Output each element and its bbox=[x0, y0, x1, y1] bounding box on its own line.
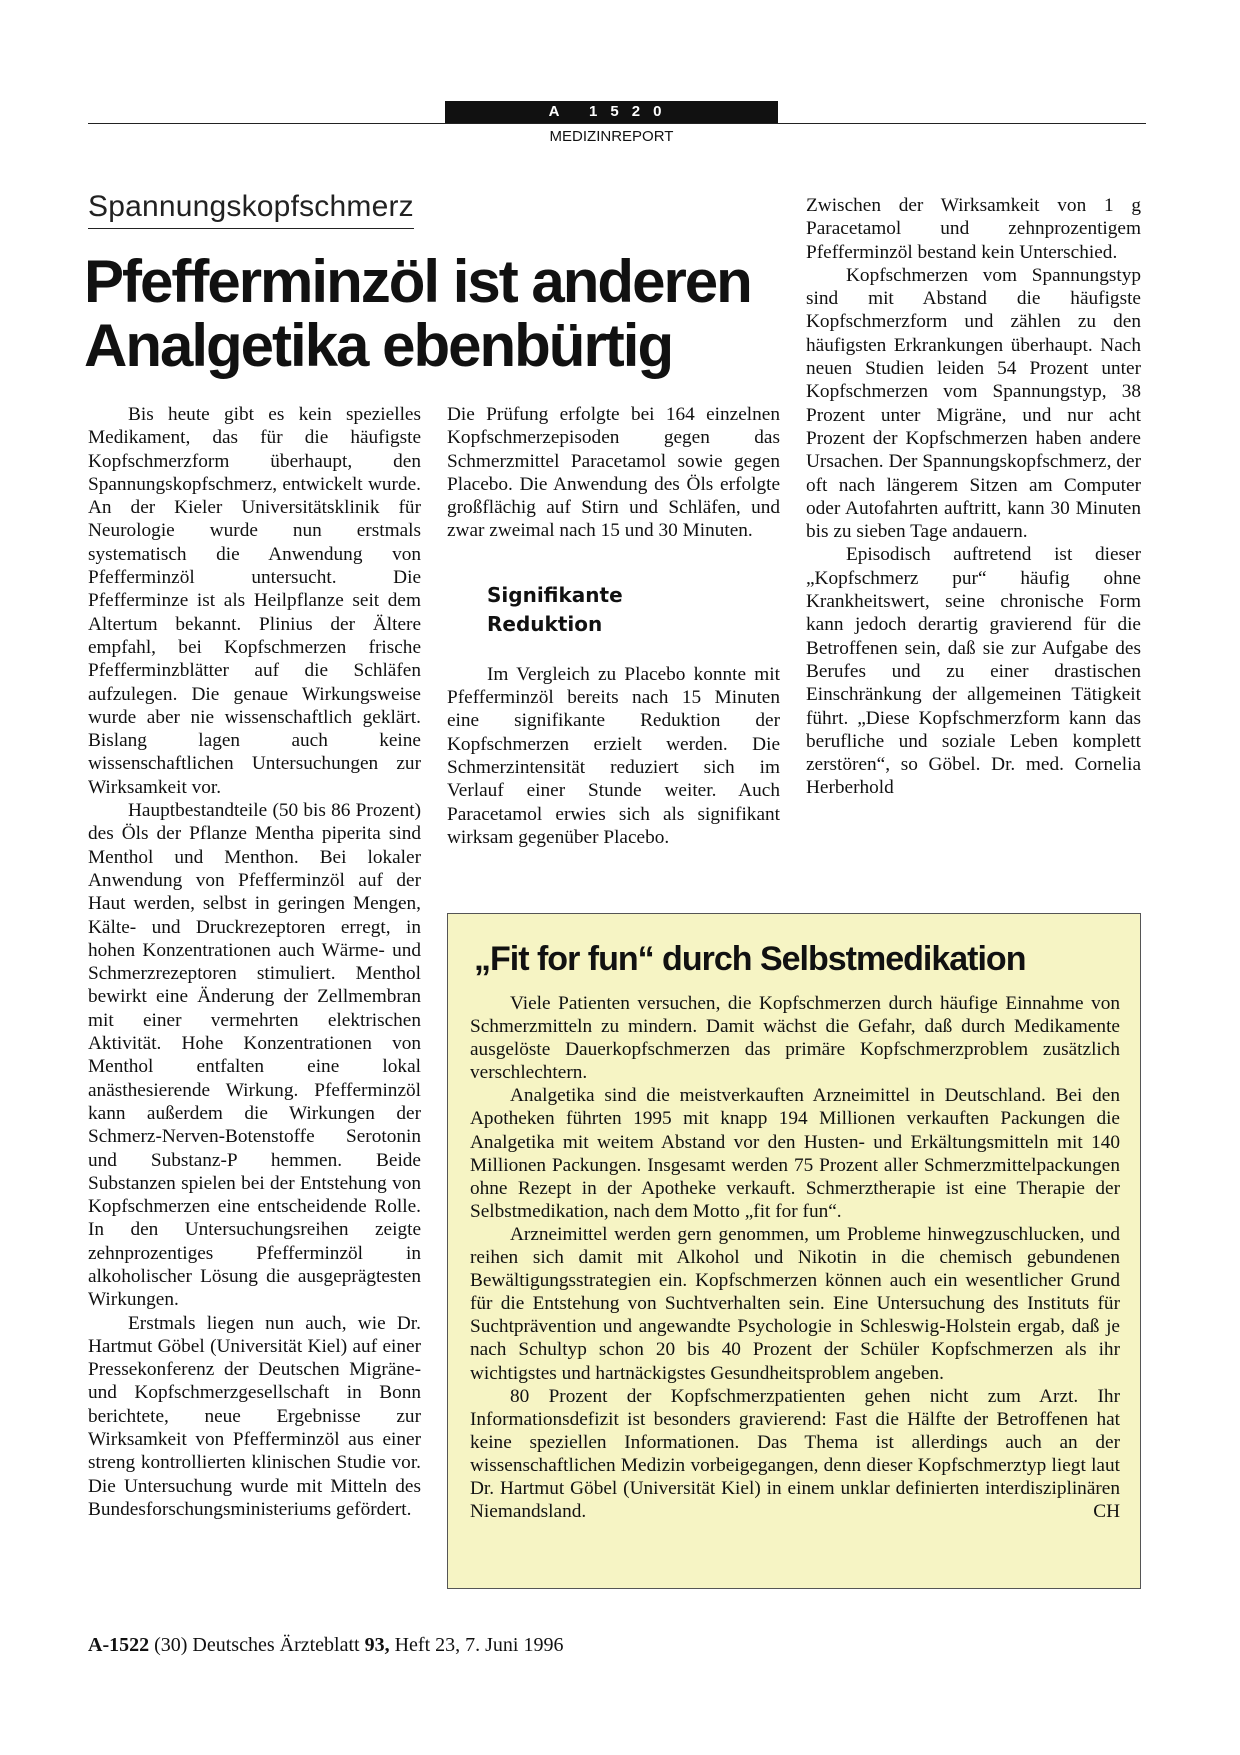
paragraph bbox=[470, 1385, 1120, 1524]
paragraph: Im Vergleich zu Placebo konnte mit Pfefferminzöl bereits nach 15 Minuten eine signifikante Reduktion der Kopfschmerzen erzielt werden. Die Schmerzintensität reduziert sich im Verlauf einer Stunde weiter. Auch Paracetamol erwies sich als signifikant wirksam gegenüber Placebo. bbox=[447, 663, 780, 848]
paragraph: Erstmals liegen nun auch, wie Dr. Hartmut Göbel (Universität Kiel) auf einer Pressekonferenz der Deutschen Migräne- und Kopfschmerzgesellschaft in Bonn berichtete, neue Ergebnisse zur Wirksamkeit von Pfefferminzöl aus einer streng kontrollierten klinischen Studie vor. Die Untersuchung wurde mit Mitteln des Bundesforschungsministeriums gefördert. bbox=[88, 1312, 421, 1520]
footer-volume: 93, bbox=[364, 1634, 390, 1656]
box-last-paragraph-text: 80 Prozent der Kopfschmerzpatienten gehen nicht zum Arzt. Ihr Informationsdefizit ist besonders gravierend: Fast die Hälfte der Betroffenen hat keine speziellen Informationen. Das Thema ist allerdings auch an der wissenschaftlichen Medizin vorbeigegangen, denn dieser Kopfschmerztyp liegt laut Dr. Hartmut Göbel (Universität Kiel) in einem unklar definierten interdisziplinären Niemandsland. bbox=[470, 1385, 1120, 1523]
paragraph: Analgetika sind die meistverkauften Arzneimittel in Deutschland. Bei den Apotheken führten 1995 mit knapp 194 Millionen verkauften Packungen die Analgetika mit weitem Abstand vor den Husten- und Erkältungsmitteln mit 140 Millionen Packungen. Insgesamt werden 75 Prozent aller Schmerzmittelpackungen ohne Rezept in der Apotheke verkauft. Schmerztherapie ist eine Therapie der Selbstmedikation, nach dem Motto „fit for fun“. bbox=[470, 1085, 1120, 1222]
footer-page-number: A-1522 bbox=[88, 1634, 150, 1656]
footer-issue: Heft 23, 7. Juni 1996 bbox=[394, 1634, 564, 1656]
page-footer bbox=[88, 1634, 563, 1657]
article-headline bbox=[84, 250, 784, 378]
footer-publication: (30) Deutsches Ärzteblatt bbox=[154, 1634, 360, 1656]
article-column-1 bbox=[88, 403, 421, 1521]
subheading-line-2: Reduktion bbox=[487, 611, 603, 636]
paragraph: Hauptbestandteile (50 bis 86 Prozent) des Öls der Pflanze Mentha piperita sind Menthol und Menthon. Bei lokaler Anwendung von Pfefferminzöl auf der Haut werden, selbst in geringen Mengen, Kälte- und Druckrezeptoren erregt, in hohen Konzentrationen auch Wärme- und Schmerzrezeptoren stimuliert. Menthol bewirkt eine Änderung der Zellmembran mit einer vermehrten elektrischen Aktivität. Hohe Konzentrationen von Menthol entfalten eine lokal anästhesierende Wirkung. Pfefferminzöl kann außerdem die Wirkungen der Schmerz-Nerven-Botenstoffe Serotonin und Substanz-P hemmen. Beide Substanzen spielen bei der Entstehung von Kopfschmerzen eine entscheidende Rolle. In den Untersuchungsreihen zeigte zehnprozentiges Pfefferminzöl in alkoholischer Lösung die ausgeprägtesten Wirkungen. bbox=[88, 800, 421, 1311]
paragraph: Arzneimittel werden gern genommen, um Probleme hinwegzuschlucken, und reihen sich damit mit Alkohol und Nikotin in die chemisch gebundenen Bewältigungsstrategien ein. Kopfschmerzen können auch ein wesentlicher Grund für die Entstehung von Suchtverhalten sein. Eine Untersuchung des Instituts für Suchtprävention und angewandte Psychologie in Schleswig-Holstein ergab, daß je nach Schultyp schon 20 bis 40 Prozent der Schüler Kopfschmerzen als ihr wichtigstes und hartnäckigstes Gesundheitsproblem angeben. bbox=[470, 1223, 1120, 1384]
article-kicker: Spannungskopfschmerz bbox=[88, 190, 414, 229]
box-signature: CH bbox=[1093, 1501, 1120, 1523]
page-code: A 1520 bbox=[445, 101, 778, 123]
box-body bbox=[470, 992, 1120, 1523]
paragraph: Viele Patienten versuchen, die Kopfschmerzen durch häufige Einnahme von Schmerzmitteln zu mindern. Damit wächst die Gefahr, daß durch Medikamente ausgelöste Dauerkopfschmerzen das primäre Kopfschmerzproblem zusätzlich verschlechtern. bbox=[470, 993, 1120, 1084]
paragraph: Episodisch auftretend ist dieser „Kopfschmerz pur“ häufig ohne Krankheitswert, seine chronische Form kann jedoch derartig gravierend für die Betroffenen sein, daß sie zur Aufgabe des Berufes und zu einer drastischen Einschränkung der allgemeinen Tätigkeit führt. „Diese Kopfschmerzform kann das berufliche und soziale Leben komplett zerstören“, so Göbel. Dr. med. Cornelia Herberhold bbox=[806, 544, 1141, 799]
header-rule bbox=[88, 123, 1146, 124]
section-label: MEDIZINREPORT bbox=[549, 128, 674, 145]
box-title: „Fit for fun“ durch Selbstmedikation bbox=[474, 940, 1026, 978]
paragraph: Kopfschmerzen vom Spannungstyp sind mit Abstand die häufigste Kopfschmerzform und zählen zu den häufigsten Erkrankungen überhaupt. Nach neuen Studien leiden 54 Prozent unter Kopfschmerzen vom Spannungstyp, 38 Prozent unter Migräne, und nur acht Prozent der Kopfschmerzen haben andere Ursachen. Der Spannungskopfschmerz, der oft nach längerem Sitzen am Computer oder Autofahrten auftritt, kann 30 Minuten bis zu sieben Tage andauern. bbox=[806, 264, 1141, 543]
paragraph: Die Prüfung erfolgte bei 164 einzelnen Kopfschmerzepisoden gegen das Schmerzmittel Paracetamol sowie gegen Placebo. Die Anwendung des Öls erfolgte großflächig auf Stirn und Schläfen, und zwar zweimal nach 15 und 30 Minuten. bbox=[447, 404, 780, 542]
paragraph: Bis heute gibt es kein spezielles Medikament, das für die häufigste Kopfschmerzform überhaupt, den Spannungskopfschmerz, entwickelt wurde. An der Kieler Universitätsklinik für Neurologie wurde nun erstmals systematisch die Anwendung von Pfefferminzöl untersucht. Die Pfefferminze ist als Heilpflanze seit dem Altertum bekannt. Plinius der Ältere empfahl, bei Kopfschmerzen frische Pfefferminzblätter auf die Schläfen aufzulegen. Die genaue Wirkungsweise wurde aber nie wissenschaftlich geklärt. Bislang lagen auch keine wissenschaftlichen Untersuchungen zur Wirksamkeit vor. bbox=[88, 404, 421, 798]
headline-line-2: Analgetika ebenbürtig bbox=[84, 312, 673, 379]
subheading-line-1: Signifikante bbox=[487, 582, 623, 607]
paragraph: Zwischen der Wirksamkeit von 1 g Paracetamol und zehnprozentigem Pfefferminzöl bestand kein Unterschied. bbox=[806, 195, 1141, 263]
article-column-3 bbox=[806, 194, 1141, 800]
article-column-2 bbox=[447, 403, 780, 849]
subheading bbox=[447, 581, 780, 639]
headline-line-1: Pfefferminzöl ist anderen bbox=[84, 248, 751, 315]
sidebar-box bbox=[447, 913, 1141, 1589]
